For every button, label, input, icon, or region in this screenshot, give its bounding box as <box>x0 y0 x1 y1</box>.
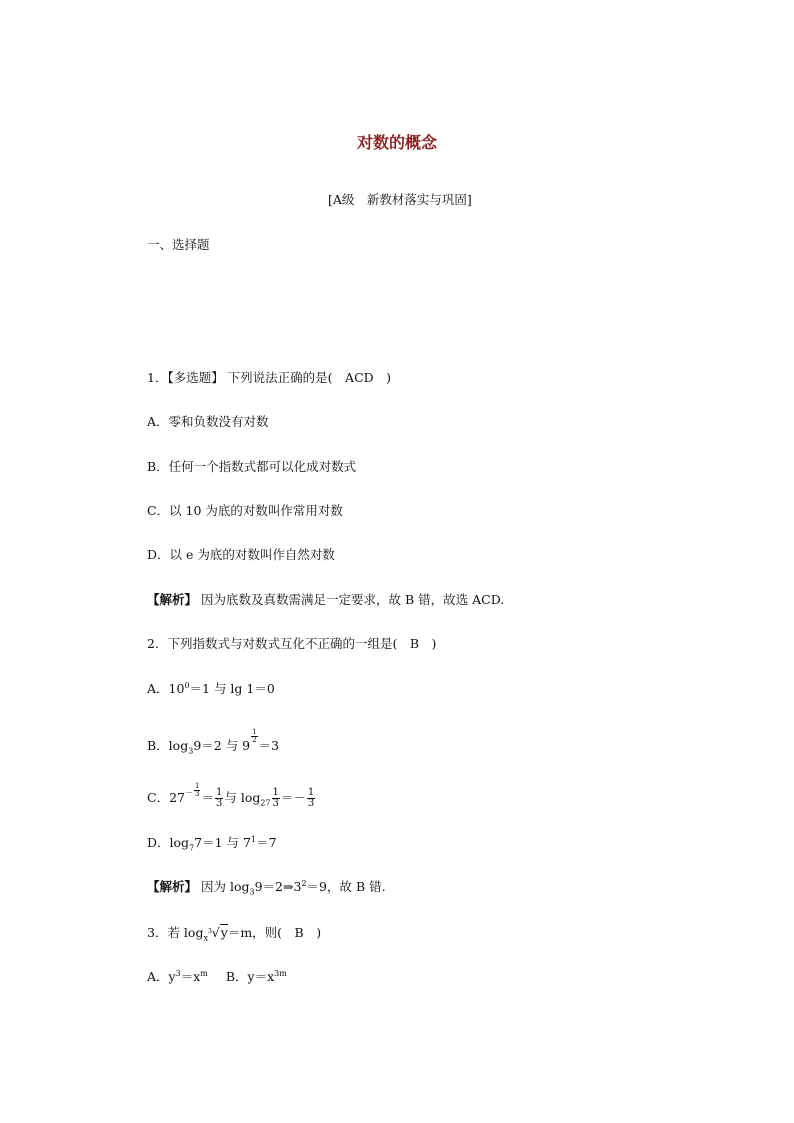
q2-analysis-end: ＝9，故 B 错. <box>306 879 386 894</box>
q3-stem-end: ＝m，则( B ) <box>227 925 322 940</box>
q2-c-frac-b <box>272 788 280 809</box>
q3-a-pre: A．y <box>147 969 176 984</box>
q2-b-log: B．log <box>147 738 189 753</box>
frac-num: 1 <box>252 728 257 736</box>
q2-c-frac-c <box>307 788 315 809</box>
cube-root: $^3$√y <box>207 925 228 940</box>
q3-a-exp2: m <box>200 968 208 978</box>
q2-b-sub: 3 <box>188 746 194 756</box>
q3-b-pre: B．y＝x <box>225 969 275 984</box>
q2-b-text: 9＝2 与 9 <box>193 738 251 753</box>
frac-num: 1 <box>307 787 315 798</box>
q1-analysis-text: 因为底数及真数需满足一定要求，故 B 错，故选 ACD. <box>201 592 505 607</box>
q1-option-a: A．零和负数没有对数 <box>147 414 269 429</box>
q1-stem: 1．【多选题】 下列说法正确的是( ACD ) <box>147 370 392 385</box>
q2-a-base: A．10 <box>147 681 185 696</box>
q2-stem: 2．下列指数式与对数式互化不正确的一组是( B ) <box>147 636 437 651</box>
q2-d-log: D．log <box>147 835 190 850</box>
level-heading: [A级 新教材落实与巩固] <box>328 192 472 207</box>
q2-analysis-pre: 因为 log <box>201 879 250 894</box>
frac-den: 3 <box>194 790 200 798</box>
q2-option-d <box>147 835 277 851</box>
q3-stem <box>147 924 321 941</box>
q1-option-d: D．以 e 为底的对数叫作自然对数 <box>147 547 335 562</box>
q2-b-frac <box>251 729 257 744</box>
q2-c-text: 与 log <box>224 790 261 805</box>
root-index: 3 <box>207 928 212 935</box>
q3-stem-sub: x <box>203 933 208 943</box>
q2-analysis-sub: 3 <box>249 887 255 897</box>
q2-a-text: ＝1 与 lg 1＝0 <box>189 681 275 696</box>
frac-den: 3 <box>272 798 279 809</box>
frac-den: 2 <box>252 736 257 744</box>
frac-num: 1 <box>194 782 200 790</box>
q2-d-sub: 7 <box>189 843 195 853</box>
radicand: y <box>220 925 228 940</box>
q2-d-text: 7＝1 与 7 <box>194 835 251 850</box>
q2-option-c <box>147 783 316 809</box>
q2-c-exp-frac <box>194 783 200 798</box>
q2-c-eq: ＝ <box>201 790 214 805</box>
q2-c-frac-a <box>215 788 223 809</box>
q2-analysis-mid: 9＝2⇒3 <box>254 879 302 894</box>
page-title: 对数的概念 <box>356 133 437 152</box>
frac-num: 1 <box>272 787 279 798</box>
q2-analysis-exp: 2 <box>301 878 307 888</box>
q2-c-sub: 27 <box>260 798 271 808</box>
section-heading: 一、选择题 <box>147 237 210 252</box>
q2-analysis <box>147 879 386 895</box>
q2-c-eq2: ＝－ <box>280 790 306 805</box>
q2-option-b <box>147 729 279 754</box>
q2-a-exp: 0 <box>184 680 190 690</box>
q3-options-ab <box>147 969 287 985</box>
q3-a-mid: ＝x <box>180 969 201 984</box>
q1-option-b: B．任何一个指数式都可以化成对数式 <box>147 459 357 474</box>
q3-stem-pre: 3．若 log <box>147 925 204 940</box>
frac-den: 3 <box>215 798 223 809</box>
q3-a-exp: 3 <box>175 968 181 978</box>
frac-den: 3 <box>307 798 315 809</box>
q2-d-end: ＝7 <box>256 835 277 850</box>
q1-analysis <box>147 592 504 608</box>
q2-b-end: ＝3 <box>258 738 280 753</box>
q2-analysis-label: 【解析】 <box>147 879 198 894</box>
q1-analysis-label: 【解析】 <box>147 592 198 607</box>
q2-d-exp: 1 <box>250 834 257 844</box>
frac-num: 1 <box>215 787 223 798</box>
q1-option-c: C．以 10 为底的对数叫作常用对数 <box>147 503 343 518</box>
q3-b-exp: 3m <box>274 968 287 978</box>
q2-option-a <box>147 681 275 697</box>
q2-c-base: C．27 <box>147 790 185 805</box>
q2-c-minus: － <box>184 788 193 797</box>
